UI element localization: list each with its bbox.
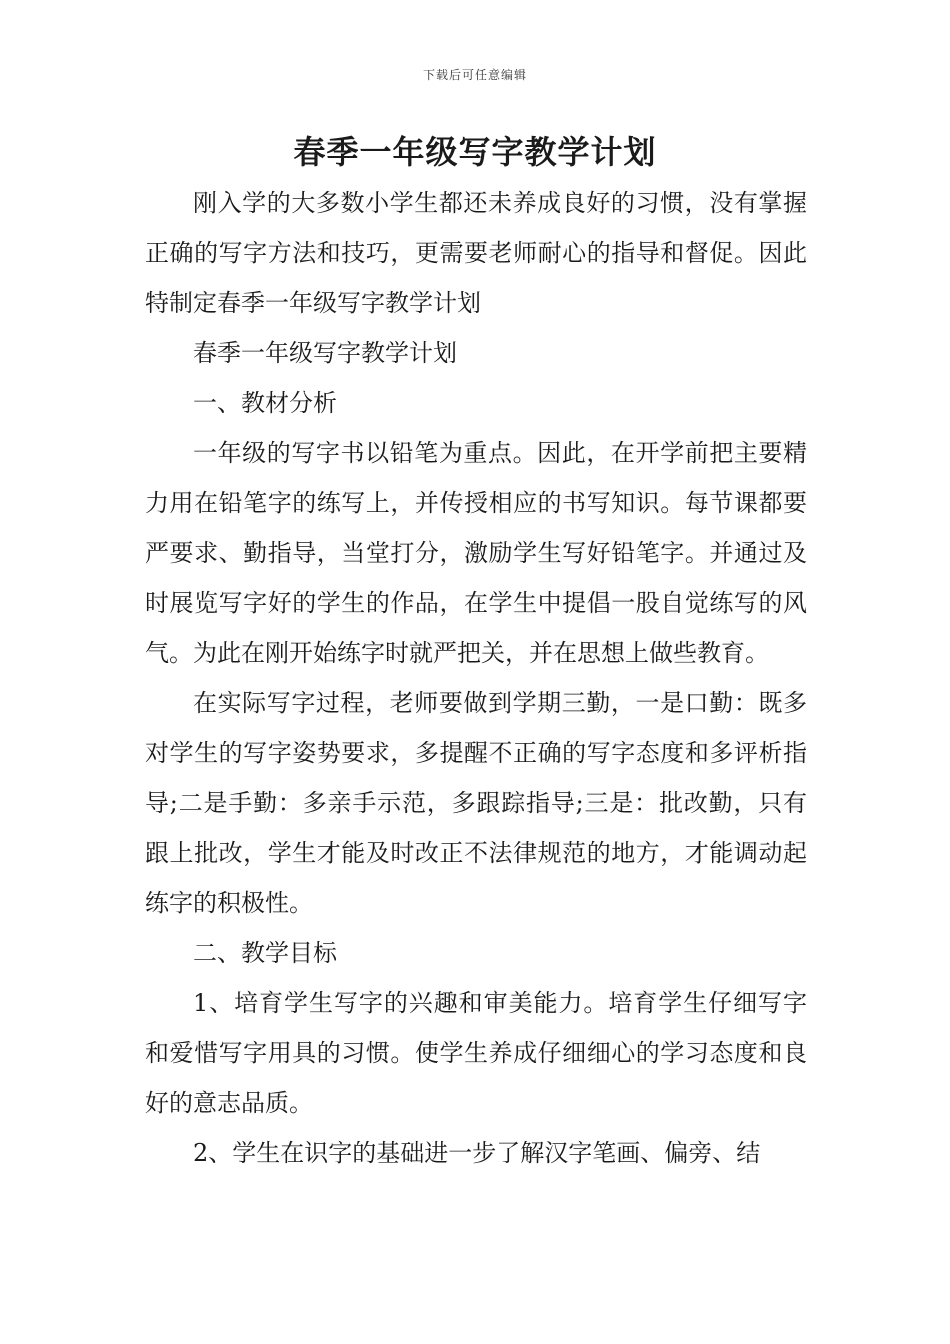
paragraph-materials: 一年级的写字书以铅笔为重点。因此，在开学前把主要精力用在铅笔字的练写上，并传授相应的书写知识。每节课都要严要求、勤指导，当堂打分，激励学生写好铅笔字。并通过及时展览写字好的学生的作品，在学生中提倡一股自觉练写的风气。为此在刚开始练字时就严把关，并在思想上做些教育。 — [145, 439, 807, 667]
paragraph-subtitle: 春季一年级写字教学计划 — [193, 339, 457, 367]
paragraph-intro: 刚入学的大多数小学生都还未养成良好的习惯，没有掌握正确的写字方法和技巧，更需要老师耐心的指导和督促。因此特制定春季一年级写字教学计划 — [145, 189, 807, 317]
paragraph-goal-2: 2、学生在识字的基础进一步了解汉字笔画、偏旁、结 — [193, 1139, 761, 1167]
document-title: 春季一年级写字教学计划 — [293, 133, 657, 171]
section-heading-materials: 一、教材分析 — [193, 389, 337, 417]
section-heading-goals: 二、教学目标 — [193, 939, 337, 967]
header-note: 下载后可任意编辑 — [422, 68, 527, 82]
paragraph-practice: 在实际写字过程，老师要做到学期三勤，一是口勤：既多对学生的写字姿势要求，多提醒不正确的写字态度和多评析指导;二是手勤：多亲手示范，多跟踪指导;三是：批改勤，只有跟上批改，学生才能及时改正不法律规范的地方，才能调动起练字的积极性。 — [145, 689, 807, 917]
paragraph-goal-1: 1、培育学生写字的兴趣和审美能力。培育学生仔细写字和爱惜写字用具的习惯。使学生养成仔细细心的学习态度和良好的意志品质。 — [145, 989, 807, 1117]
document-body — [145, 178, 807, 1178]
